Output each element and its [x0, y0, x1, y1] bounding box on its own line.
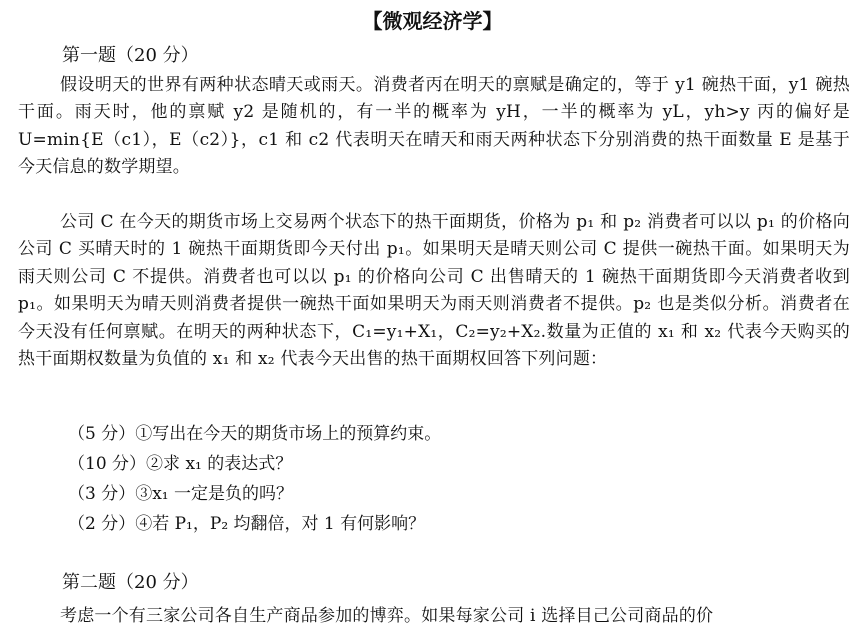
question-1-paragraph-1: 假设明天的世界有两种状态晴天或雨天。消费者丙在明天的禀赋是确定的，等于 y1 碗热干面，y1 碗热干面。雨天时，他的禀赋 y2 是随机的，有一半的概率为 yH，一半的概率为 yL，yh>y 丙的偏好是 U=min{E（c1），E（c2）}，c1 和 c2 代表明天在晴天和雨天两种状态下分别消费的热干面数量 E 是基于今天信息的数学期望。 [18, 75, 850, 178]
document-title: 【微观经济学】 [362, 9, 503, 33]
question-1-subquestion-3: （3 分）③x₁ 一定是负的吗？ [68, 484, 294, 504]
question-2-heading: 第二题（20 分） [62, 572, 199, 593]
question-1-paragraph-2: 公司 C 在今天的期货市场上交易两个状态下的热干面期货，价格为 p₁ 和 p₂ 消费者可以以 p₁ 的价格向公司 C 买晴天时的 1 碗热干面期货即今天付出 p₁。如果明天是晴天则公司 C 提供一碗热干面。如果明天为雨天则公司 C 不提供。消费者也可以以 p₁ 的价格向公司 C 出售晴天的 1 碗热干面期货即今天消费者收到 p₁。如果明天为晴天则消费者提供一碗热干面如果明天为雨天则消费者不提供。p₂ 也是类似分析。消费者在今天没有任何禀赋。在明天的两种状态下，C₁=y₁+X₁，C₂=y₂+X₂.数量为正值的 x₁ 和 x₂ 代表今天购买的热干面期权数量为负值的 x₁ 和 x₂ 代表今天出售的热干面期权回答下列问题： [18, 212, 850, 370]
question-1-subquestion-4: （2 分）④若 P₁，P₂ 均翻倍，对 1 有何影响？ [68, 514, 426, 534]
question-1-subquestion-1: （5 分）①写出在今天的期货市场上的预算约束。 [68, 424, 442, 444]
question-2-paragraph-1: 考虑一个有三家公司各自生产商品参加的博弈。如果每家公司 i 选择目己公司商品的价 [60, 606, 714, 626]
question-1-subquestion-2: （10 分）②求 x₁ 的表达式？ [68, 454, 293, 474]
question-1-heading: 第一题（20 分） [62, 45, 199, 66]
